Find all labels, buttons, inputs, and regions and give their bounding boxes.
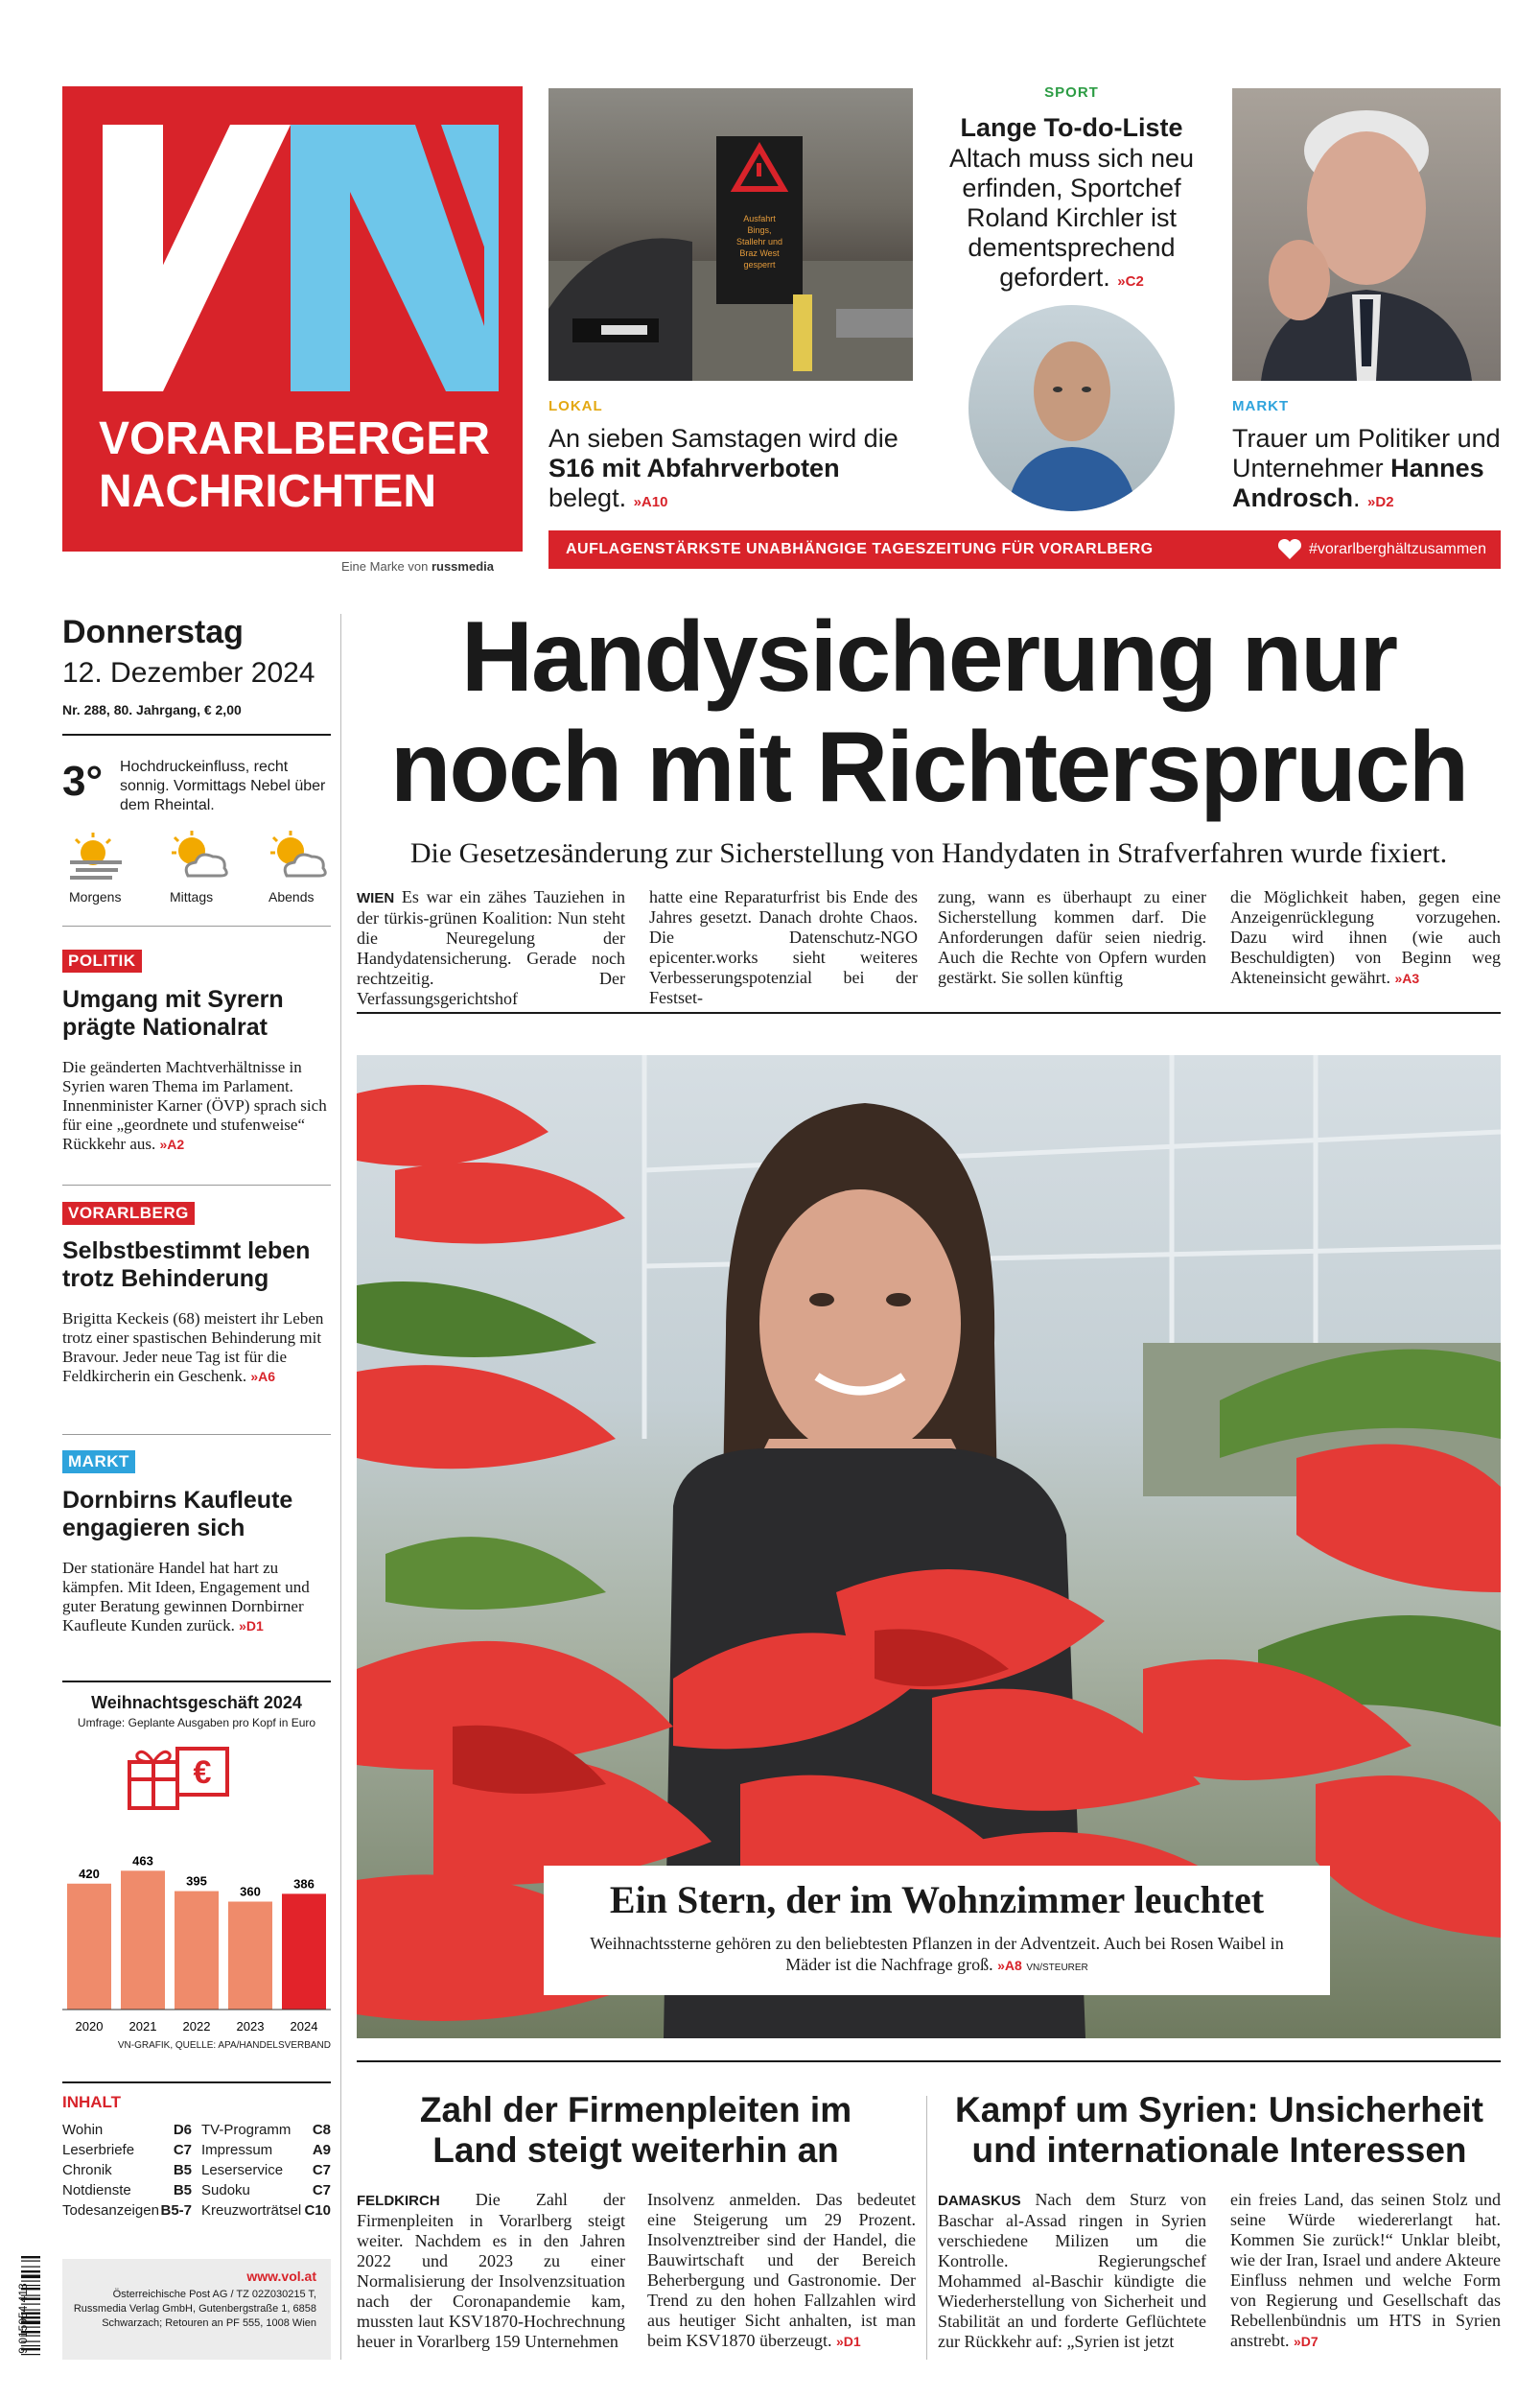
chart-bar-2023 <box>228 1902 272 2010</box>
contents-section-label: Leserbriefe <box>62 2142 135 2158</box>
contents-title: INHALT <box>62 2093 122 2111</box>
svg-text:€: € <box>193 1754 212 1791</box>
sidebar-headline-3[interactable]: Dornbirns Kaufleute engagieren sich <box>62 1487 293 1541</box>
markt-text-a: Trauer um Politiker und Unternehmer <box>1232 424 1501 482</box>
contents-left-row[interactable] <box>62 2200 192 2221</box>
heart-icon <box>1277 539 1302 560</box>
contents-right-row[interactable] <box>201 2140 331 2160</box>
contents-section-label: Wohin <box>62 2122 104 2138</box>
sport-ref[interactable]: »C2 <box>1117 273 1144 290</box>
photo-caption-ref[interactable]: »A8 <box>997 1958 1022 1973</box>
lokal-label: LOKAL <box>548 398 603 414</box>
issue-info: Nr. 288, 80. Jahrgang, € 2,00 <box>62 702 242 717</box>
chart-subtitle: Umfrage: Geplante Ausgaben pro Kopf in Euro <box>77 1716 316 1729</box>
bottom-right-headline-2[interactable]: und internationale Interessen <box>971 2130 1467 2170</box>
lead-col-3 <box>938 887 1206 988</box>
contents-section-label: Kreuzworträtsel <box>201 2202 302 2219</box>
lead-headline-line1[interactable]: Handysicherung nur <box>460 601 1397 713</box>
date: 12. Dezember 2024 <box>62 657 315 689</box>
contents-left-row[interactable] <box>62 2120 192 2140</box>
sidebar-body-2 <box>62 1309 331 1386</box>
barcode-number: 9 015954 413 <box>16 2283 30 2354</box>
lead-col-1-text: Es war ein zähes Tauziehen in der türkis-grünen Koalition: Nun steht die Neuregelung der Handydatensicherung. Gerade noch rechtzeitig. Der Verfassungsgerichtshof <box>357 887 625 1008</box>
road-sign-line5: gesperrt <box>743 260 776 270</box>
photo-caption-title: Ein Stern, der im Wohnzimmer leuchtet <box>609 1878 1265 1921</box>
photo-credit: VN/STEURER <box>1026 1963 1088 1973</box>
imprint-url[interactable]: www.vol.at <box>246 2269 316 2284</box>
sidebar-body-3 <box>62 1559 331 1635</box>
contents-section-label: Notdienste <box>62 2182 131 2198</box>
divider <box>357 1012 1501 1014</box>
photo-caption-text <box>568 1933 1306 1979</box>
lokal-text-a: An sieben Samstagen wird die <box>548 424 898 453</box>
divider <box>62 1185 331 1186</box>
divider <box>357 2060 1501 2062</box>
contents-right-column <box>201 2120 331 2221</box>
chart-bar-2021 <box>121 1870 165 2010</box>
kirchler-portrait <box>968 305 1175 511</box>
sidebar-ref-1[interactable]: »A2 <box>159 1137 185 1152</box>
tag-politik: POLITIK <box>62 950 142 973</box>
divider <box>62 734 331 736</box>
contents-section-label: Sudoku <box>201 2182 250 2198</box>
lokal-photo <box>548 88 913 381</box>
chart-bar-2020 <box>67 1884 111 2010</box>
imprint-box <box>62 2259 331 2360</box>
lokal-text-bold: S16 mit Abfahrverboten <box>548 454 840 482</box>
chart-category-label: 2022 <box>182 2019 211 2034</box>
road-sign-text <box>723 213 796 270</box>
markt-text-b: . <box>1353 483 1368 512</box>
sport-teaser[interactable] <box>930 144 1213 296</box>
tagline: AUFLAGENSTÄRKSTE UNABHÄNGIGE TAGESZEITUNG FÜR VORARLBERG <box>566 541 1154 557</box>
sidebar-body-1 <box>62 1058 331 1154</box>
chart-bar-2022 <box>175 1892 219 2010</box>
sun-fog-icon <box>62 830 129 880</box>
lokal-ref[interactable]: »A10 <box>633 494 668 510</box>
bottom-left-dateline: FELDKIRCH <box>357 2193 440 2209</box>
lokal-text-b: belegt. <box>548 483 634 512</box>
lead-ref[interactable]: »A3 <box>1394 971 1420 986</box>
sidebar-ref-2[interactable]: »A6 <box>250 1369 276 1384</box>
gift-icon <box>122 1741 237 1816</box>
lead-headline-line2[interactable]: noch mit Richterspruch <box>389 712 1468 823</box>
contents-page-ref: B5 <box>173 2162 192 2178</box>
weather-slot-abends: Abends <box>268 889 315 905</box>
sun-cloud-icon <box>165 830 232 880</box>
contents-page-ref: B5-7 <box>160 2202 192 2219</box>
bottom-left-headline-1[interactable]: Zahl der Firmenpleiten im <box>419 2090 852 2129</box>
contents-right-row[interactable] <box>201 2180 331 2200</box>
logo-name-line1: VORARLBERGER <box>99 413 491 464</box>
bottom-right-col-2 <box>1230 2190 1501 2352</box>
bottom-right-headline-1[interactable]: Kampf um Syrien: Unsicherheit <box>954 2090 1483 2129</box>
sidebar-body-1-text: Die geänderten Machtverhältnisse in Syrien waren Thema im Parlament. Innenminister Karner (ÖVP) sprach sich für eine „geordnete und stufenweise“ Rückkehr aus. <box>62 1058 327 1153</box>
road-sign-line1: Ausfahrt <box>743 214 776 223</box>
chart-value-label: 360 <box>240 1884 261 1899</box>
contents-left-column <box>62 2120 192 2221</box>
brand-note <box>341 559 494 574</box>
weekday: Donnerstag <box>62 614 244 650</box>
lead-col-4-text: die Möglichkeit haben, gegen eine Anzeigenrücklegung vorzugehen. Dazu wird ihnen (wie auch Beschuldigten) von Beginn weg Akteneinsicht gewährt. <box>1230 887 1501 987</box>
chart-plot <box>62 1818 331 2038</box>
weather-icons-row <box>62 830 331 906</box>
bottom-right-dateline: DAMASKUS <box>938 2193 1021 2209</box>
divider <box>62 2081 331 2083</box>
chart-value-label: 463 <box>132 1853 153 1869</box>
weather-text: Hochdruckeinfluss, recht sonnig. Vormittags Nebel über dem Rheintal. <box>120 759 326 813</box>
sidebar-headline-1[interactable]: Umgang mit Syrern prägte Nationalrat <box>62 986 284 1041</box>
bottom-right-col-2-text: ein freies Land, das seinen Stolz und seine Würde wiedererlangt hat. Kommen Sie zurück!“ Unklar bleibt, wie der Iran, Israel und andere Akteure Einfluss nehmen und welche Form von Regierung und Gesellschaft das Rebellenbündnis um HTS in Syrien anstrebt. <box>1230 2190 1501 2350</box>
sport-label: SPORT <box>1044 84 1099 101</box>
weather-slot-mittags: Mittags <box>170 889 214 905</box>
contents-page-ref: C8 <box>312 2122 331 2138</box>
road-sign-line4: Braz West <box>739 248 780 258</box>
contents-right-row[interactable] <box>201 2200 331 2221</box>
contents-section-label: Leserservice <box>201 2162 284 2178</box>
bottom-right-col-1-text: Nach dem Sturz von Baschar al-Assad ringen in Syrien verschiedene Milizen um die Kontrolle. Regierungschef Mohammed al-Baschir kündigte die Wiederherstellung von Sicherheit und Stabilität an und forderte Geflüchtete zur Rückkehr auf: „Syrien ist jetzt <box>938 2190 1206 2351</box>
logo <box>62 86 523 552</box>
chart-bar-2024 <box>282 1893 326 2010</box>
markt-ref[interactable]: »D2 <box>1367 494 1394 510</box>
spending-chart <box>62 1693 331 2053</box>
markt-text-bold: Hannes Androsch <box>1232 454 1484 512</box>
column-rule <box>926 2096 927 2360</box>
vn-logo-mark <box>62 86 523 403</box>
bottom-left-col-1-text: Die Zahl der Firmenpleiten in Vorarlberg steigt weiter. Nachdem es in den Jahren 2022 und 2023 zu einer Normalisierung der Insolvenzsituation nach der Coronapandemie kam, mussten laut KSV1870-Hochrechnung heuer in Vorarlberg 159 Unternehmen <box>357 2190 625 2351</box>
chart-source: VN-GRAFIK, QUELLE: APA/HANDELSVERBAND <box>117 2040 331 2051</box>
divider <box>62 926 331 927</box>
chart-value-label: 420 <box>79 1866 100 1881</box>
contents-section-label: Impressum <box>201 2142 273 2158</box>
chart-category-label: 2023 <box>236 2019 265 2034</box>
lead-col-2 <box>649 887 918 1008</box>
lead-col-1 <box>357 887 625 1009</box>
tag-markt: MARKT <box>62 1450 135 1473</box>
tagline-bar <box>548 530 1501 569</box>
photo-caption-box <box>544 1866 1330 1995</box>
bottom-left-col-1 <box>357 2190 625 2352</box>
hashtag[interactable]: #vorarlberghältzusammen <box>1309 541 1486 557</box>
bottom-right-ref[interactable]: »D7 <box>1293 2334 1318 2349</box>
sport-title: Lange To-do-Liste <box>960 113 1183 142</box>
weather-slot-morgens: Morgens <box>69 889 122 905</box>
lead-col-4 <box>1230 887 1501 989</box>
weather-temp: 3° <box>62 758 104 805</box>
bottom-left-headline-2[interactable]: Land steigt weiterhin an <box>432 2130 839 2170</box>
contents-page-ref: A9 <box>312 2142 331 2158</box>
lead-subheadline: Die Gesetzesänderung zur Sicherstellung von Handydaten in Strafverfahren wurde fixiert. <box>409 837 1448 869</box>
contents-page-ref: B5 <box>173 2182 192 2198</box>
bottom-left-ref[interactable]: »D1 <box>835 2334 861 2349</box>
road-sign-line3: Stallehr und <box>735 237 783 247</box>
lokal-teaser[interactable] <box>548 424 913 517</box>
contents-right-row[interactable] <box>201 2120 331 2140</box>
sun-cloud-icon <box>264 830 331 880</box>
chart-category-label: 2024 <box>290 2019 318 2034</box>
bottom-left-col-2-text: Insolvenz anmelden. Das bedeutet eine Steigerung um 29 Prozent. Insolvenztreiber sind der Handel, die Bauwirtschaft und der Bereich Beherbergung und Gastronomie. Der Trend zu den hohen Fallzahlen wird aus heutiger Sicht anhalten, ist man beim KSV1870 überzeugt. <box>647 2190 916 2350</box>
contents-page-ref: C7 <box>312 2182 331 2198</box>
sidebar-body-2-text: Brigitta Keckeis (68) meistert ihr Leben trotz einer spastischen Behinderung mit Bravour. Jeder neue Tag ist für die Feldkircherin ein Geschenk. <box>62 1309 324 1385</box>
lead-col-2-text: hatte eine Reparaturfrist bis Ende des Jahres gesetzt. Danach drohte Chaos. Die Datenschutz-NGO epicenter.works sieht weiteres Verbesserungspotenzial bei der Festset- <box>649 887 918 1007</box>
contents-left-row[interactable] <box>62 2160 192 2180</box>
contents-section-label: TV-Programm <box>201 2122 292 2138</box>
contents-right-row[interactable] <box>201 2160 331 2180</box>
imprint-text: Österreichische Post AG / TZ 02Z030215 T, Russmedia Verlag GmbH, Gutenbergstraße 1, 6858 Schwarzach; Retouren an PF 555, 1008 Wien <box>73 2289 316 2329</box>
markt-teaser[interactable] <box>1232 424 1505 517</box>
photo-caption-text-body: Weihnachtssterne gehören zu den beliebtesten Pflanzen in der Adventzeit. Auch bei Rosen Waibel in Mäder ist die Nachfrage groß. <box>590 1934 1284 1974</box>
divider <box>62 1681 331 1682</box>
sidebar-headline-2[interactable]: Selbstbestimmt leben trotz Behinderung <box>62 1237 311 1292</box>
chart-value-label: 386 <box>293 1876 315 1892</box>
tag-vorarlberg: VORARLBERG <box>62 1202 195 1225</box>
contents-page-ref: C10 <box>304 2202 331 2219</box>
chart-category-label: 2021 <box>128 2019 157 2034</box>
divider <box>62 1434 331 1435</box>
contents-section-label: Todesanzeigen <box>62 2202 159 2219</box>
contents-left-row[interactable] <box>62 2140 192 2160</box>
androsch-photo <box>1232 88 1501 381</box>
contents-page-ref: C7 <box>173 2142 192 2158</box>
logo-name-line2: NACHRICHTEN <box>99 466 436 517</box>
sidebar-ref-3[interactable]: »D1 <box>239 1618 264 1634</box>
markt-label: MARKT <box>1232 398 1290 414</box>
sidebar-body-3-text: Der stationäre Handel hat hart zu kämpfen. Mit Ideen, Engagement und guter Beratung gewinnen Dornbirner Kaufleute Kunden zurück. <box>62 1559 310 1634</box>
bottom-left-col-2 <box>647 2190 916 2352</box>
contents-section-label: Chronik <box>62 2162 112 2178</box>
lead-col-3-text: zung, wann es überhaupt zu einer Sicherstellung kommen darf. Die Anforderungen dafür seien niedrig. Auch die Rechte von Opfern wurden gestärkt. Sie sollen künftig <box>938 887 1206 987</box>
contents-left-row[interactable] <box>62 2180 192 2200</box>
chart-title: Weihnachtsgeschäft 2024 <box>91 1693 302 1712</box>
main-photo <box>357 1055 1501 2038</box>
sport-text: Altach muss sich neu erfinden, Sportchef Roland Kirchler ist dementsprechend gefordert. <box>948 144 1195 292</box>
bottom-right-col-1 <box>938 2190 1206 2352</box>
chart-value-label: 395 <box>186 1873 207 1889</box>
chart-category-label: 2020 <box>75 2019 104 2034</box>
brand-note-prefix: Eine Marke von <box>341 559 429 574</box>
contents-page-ref: C7 <box>312 2162 331 2178</box>
column-rule <box>340 614 341 2360</box>
road-sign-line2: Bings, <box>747 225 772 235</box>
contents-page-ref: D6 <box>173 2122 192 2138</box>
lead-dateline: WIEN <box>357 890 395 906</box>
brand-note-brand: russmedia <box>431 559 494 574</box>
